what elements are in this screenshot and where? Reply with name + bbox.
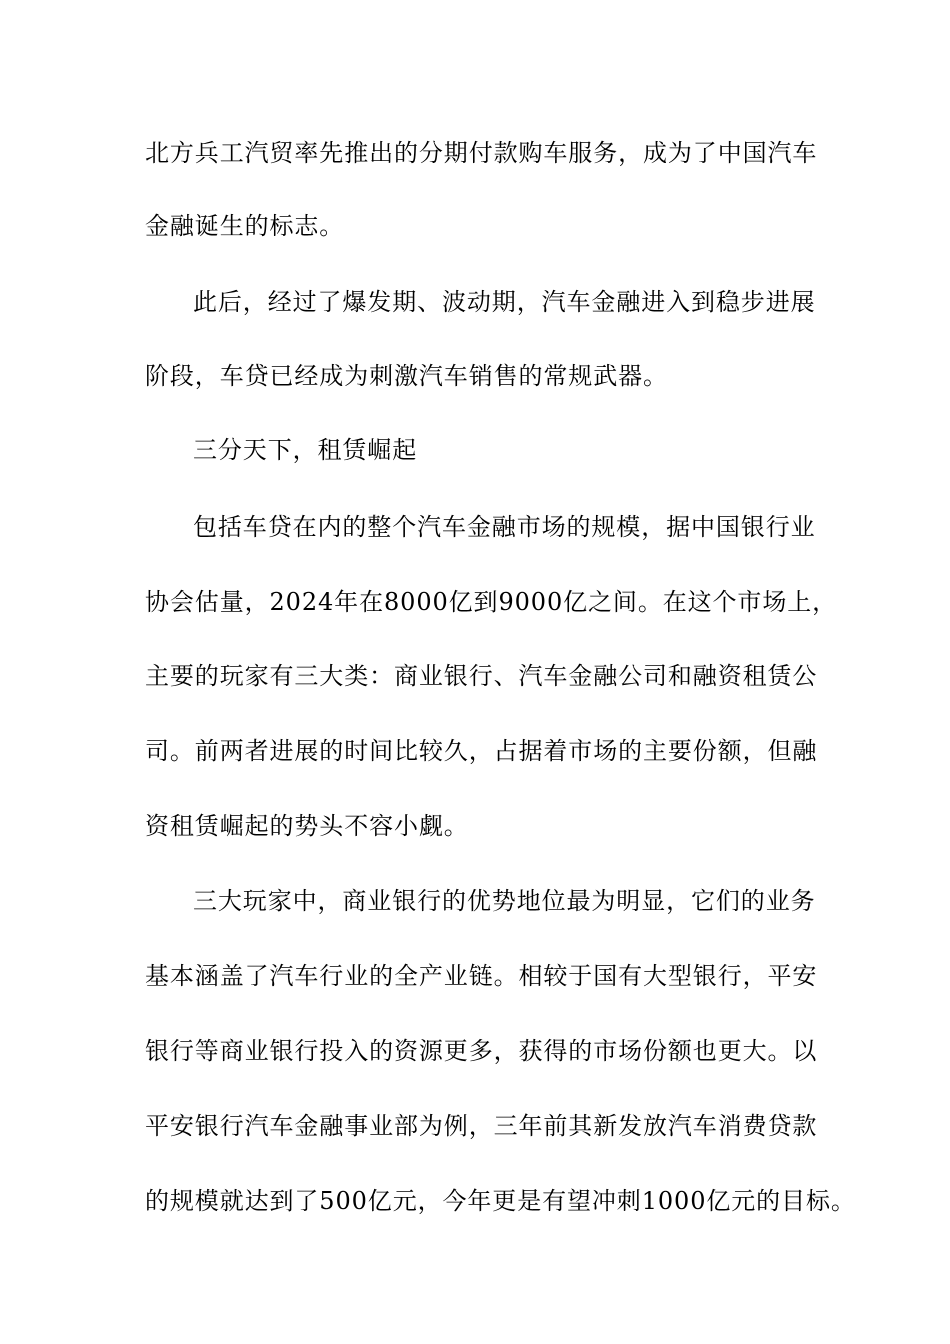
- paragraph-line: 基本涵盖了汽车行业的全产业链。相较于国有大型银行，平安: [145, 962, 818, 990]
- section-heading: 三分天下，租赁崛起: [193, 436, 418, 464]
- paragraph-line: 的规模就达到了500亿元，今年更是有望冲刺1000亿元的目标。: [145, 1187, 856, 1215]
- paragraph-line: 包括车贷在内的整个汽车金融市场的规模，据中国银行业: [193, 513, 816, 541]
- paragraph-line: 资租赁崛起的势头不容小觑。: [145, 812, 469, 840]
- paragraph-line: 协会估量，2024年在8000亿到9000亿之间。在这个市场上，: [145, 588, 838, 616]
- paragraph-line: 金融诞生的标志。: [145, 212, 345, 240]
- paragraph-line: 此后，经过了爆发期、波动期，汽车金融进入到稳步进展: [193, 288, 816, 316]
- paragraph-line: 银行等商业银行投入的资源更多，获得的市场份额也更大。以: [145, 1037, 818, 1065]
- paragraph-line: 主要的玩家有三大类：商业银行、汽车金融公司和融资租赁公: [145, 662, 818, 690]
- paragraph-line: 平安银行汽车金融事业部为例，三年前其新发放汽车消费贷款: [145, 1112, 818, 1140]
- paragraph-line: 阶段，车贷已经成为刺激汽车销售的常规武器。: [145, 362, 668, 390]
- paragraph-line: 司。前两者进展的时间比较久，占据着市场的主要份额，但融: [145, 737, 818, 765]
- paragraph-line: 北方兵工汽贸率先推出的分期付款购车服务，成为了中国汽车: [145, 139, 818, 167]
- paragraph-line: 三大玩家中，商业银行的优势地位最为明显，它们的业务: [193, 887, 816, 915]
